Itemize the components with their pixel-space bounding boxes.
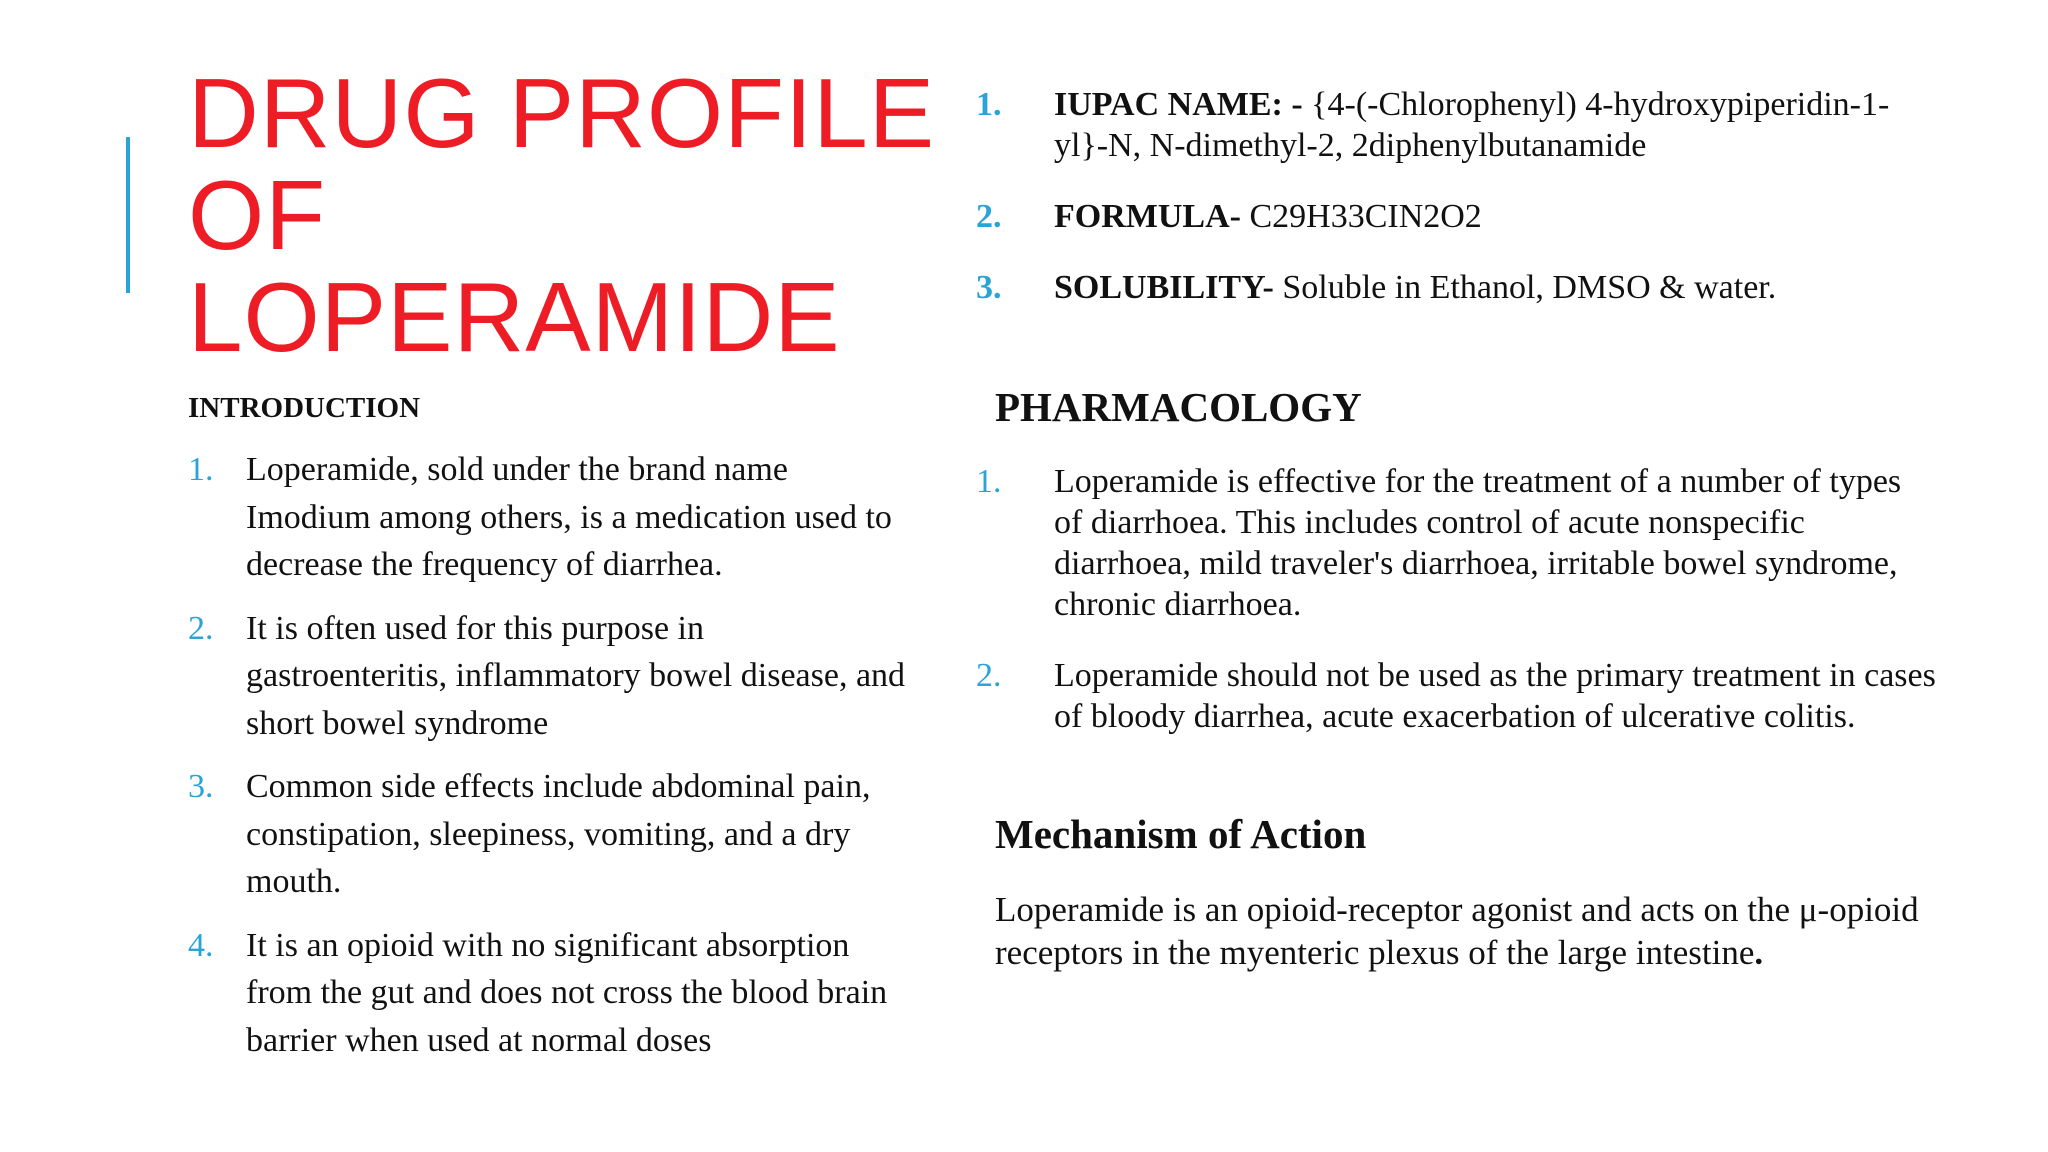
property-value: Soluble in Ethanol, DMSO & water. (1282, 269, 1777, 306)
list-item (188, 922, 908, 1065)
property-value: C29H33CIN2O2 (1249, 198, 1482, 235)
pharmacology-heading: PHARMACOLOGY (995, 384, 1362, 430)
introduction-heading: INTRODUCTION (188, 392, 421, 424)
mechanism-end-mark: . (1754, 933, 1764, 972)
property-value: {4-(-Chlorophenyl) 4-hydroxypiperidin-1-yl}-N, N-dimethyl-2, 2diphenylbutanamide (1054, 86, 1890, 164)
title-line: LOPERAMIDE (188, 262, 841, 372)
accent-bar (126, 137, 130, 293)
title-line: OF (188, 160, 327, 270)
list-item-text: It is an opioid with no significant absorption from the gut and does not cross the blood brain barrier when used at normal doses (246, 926, 888, 1059)
list-item-text: Loperamide is effective for the treatment of a number of types of diarrhoea. This includes control of acute nonspecific diarrhoea, mild traveler's diarrhoea, irritable bowel syndrome, chronic diarrhoea. (1054, 463, 1902, 623)
mechanism-text (995, 888, 1935, 974)
mechanism-body: Loperamide is an opioid-receptor agonist and acts on the μ-opioid receptors in the myenteric plexus of the large intestine (995, 890, 1919, 972)
list-number: 1. (976, 463, 1002, 500)
list-item (188, 763, 908, 906)
property-label: SOLUBILITY- (1054, 269, 1283, 306)
list-item (188, 605, 908, 748)
property-solubility (976, 267, 1936, 308)
title-line: DRUG PROFILE (188, 58, 936, 168)
list-item (976, 655, 1936, 737)
introduction-list (188, 446, 908, 1080)
list-item-text: It is often used for this purpose in gastroenteritis, inflammatory bowel disease, and short bowel syndrome (246, 609, 906, 742)
list-number: 3. (188, 768, 214, 805)
list-number: 4. (188, 926, 214, 964)
property-label: FORMULA- (1054, 198, 1250, 235)
slide-title (188, 58, 948, 372)
list-item (188, 446, 908, 589)
list-item-text: Loperamide should not be used as the primary treatment in cases of bloody diarrhea, acute exacerbation of ulcerative colitis. (1054, 657, 1936, 735)
property-label: IUPAC NAME: - (1054, 86, 1312, 123)
list-item (976, 461, 1936, 625)
drug-properties-list (976, 84, 1936, 308)
list-number: 1. (976, 86, 1002, 123)
property-formula (976, 196, 1936, 237)
list-number: 3. (976, 269, 1002, 306)
property-iupac-name (976, 84, 1936, 166)
list-item-text: Common side effects include abdominal pain, constipation, sleepiness, vomiting, and a dry mouth. (246, 768, 871, 900)
mechanism-heading: Mechanism of Action (995, 811, 1367, 857)
list-number: 2. (976, 657, 1002, 694)
list-number: 2. (188, 609, 214, 647)
list-number: 1. (188, 451, 214, 488)
list-item-text: Loperamide, sold under the brand name Imodium among others, is a medication used to decrease the frequency of diarrhea. (246, 451, 892, 583)
list-number: 2. (976, 198, 1002, 235)
pharmacology-list (976, 461, 1936, 737)
